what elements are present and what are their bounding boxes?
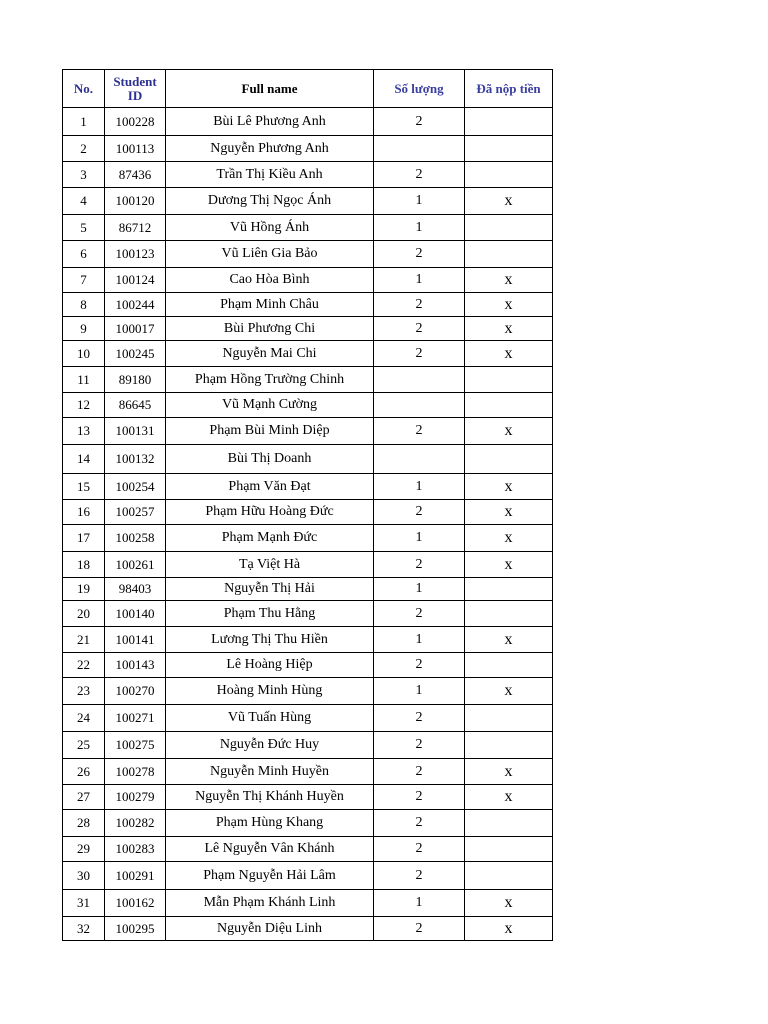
- cell-full-name: Trần Thị Kiều Anh: [166, 162, 374, 188]
- cell-student-id: 100143: [105, 653, 166, 678]
- cell-no: 3: [63, 162, 105, 188]
- cell-full-name: Nguyễn Thị Hải: [166, 578, 374, 601]
- cell-no: 1: [63, 108, 105, 136]
- cell-paid: x: [465, 500, 553, 525]
- table-header: [63, 70, 553, 108]
- cell-no: 29: [63, 837, 105, 862]
- cell-full-name: Bùi Phương Chi: [166, 317, 374, 341]
- cell-paid: x: [465, 552, 553, 578]
- cell-full-name: Phạm Bùi Minh Diệp: [166, 418, 374, 445]
- cell-no: 16: [63, 500, 105, 525]
- cell-full-name: Phạm Thu Hằng: [166, 601, 374, 627]
- cell-paid: x: [465, 188, 553, 215]
- header-student-id: Student ID: [105, 70, 166, 108]
- table-row: [63, 525, 553, 552]
- cell-student-id: 100162: [105, 890, 166, 917]
- table-row: [63, 917, 553, 941]
- cell-no: 17: [63, 525, 105, 552]
- cell-no: 21: [63, 627, 105, 653]
- cell-quantity: 1: [374, 215, 465, 241]
- cell-no: 6: [63, 241, 105, 268]
- cell-quantity: 1: [374, 627, 465, 653]
- cell-no: 20: [63, 601, 105, 627]
- cell-student-id: 100017: [105, 317, 166, 341]
- header-quantity: Số lượng: [374, 70, 465, 108]
- cell-quantity: 1: [374, 890, 465, 917]
- cell-student-id: 100228: [105, 108, 166, 136]
- cell-no: 27: [63, 785, 105, 810]
- cell-paid: [465, 653, 553, 678]
- cell-quantity: [374, 445, 465, 474]
- cell-quantity: 2: [374, 162, 465, 188]
- cell-paid: x: [465, 474, 553, 500]
- table-row: [63, 108, 553, 136]
- cell-paid: [465, 215, 553, 241]
- cell-paid: [465, 393, 553, 418]
- cell-quantity: 2: [374, 785, 465, 810]
- cell-quantity: 2: [374, 705, 465, 732]
- cell-quantity: 1: [374, 678, 465, 705]
- cell-student-id: 100124: [105, 268, 166, 293]
- table-row: [63, 578, 553, 601]
- cell-paid: [465, 578, 553, 601]
- cell-paid: x: [465, 627, 553, 653]
- cell-paid: [465, 136, 553, 162]
- table-row: [63, 188, 553, 215]
- table-row: [63, 837, 553, 862]
- cell-paid: x: [465, 268, 553, 293]
- cell-paid: x: [465, 759, 553, 785]
- cell-quantity: 2: [374, 862, 465, 890]
- table-row: [63, 418, 553, 445]
- student-roster-table: [62, 69, 553, 941]
- cell-student-id: 100275: [105, 732, 166, 759]
- cell-paid: x: [465, 293, 553, 317]
- table-row: [63, 862, 553, 890]
- cell-student-id: 89180: [105, 367, 166, 393]
- cell-quantity: 2: [374, 917, 465, 941]
- table-row: [63, 705, 553, 732]
- cell-full-name: Phạm Hùng Khang: [166, 810, 374, 837]
- table-row: [63, 678, 553, 705]
- cell-no: 14: [63, 445, 105, 474]
- table-row: [63, 890, 553, 917]
- cell-quantity: 2: [374, 837, 465, 862]
- cell-student-id: 100244: [105, 293, 166, 317]
- cell-quantity: 2: [374, 601, 465, 627]
- cell-student-id: 100270: [105, 678, 166, 705]
- cell-no: 10: [63, 341, 105, 367]
- cell-full-name: Phạm Nguyễn Hải Lâm: [166, 862, 374, 890]
- cell-full-name: Phạm Văn Đạt: [166, 474, 374, 500]
- cell-full-name: Vũ Mạnh Cường: [166, 393, 374, 418]
- cell-paid: x: [465, 678, 553, 705]
- cell-paid: x: [465, 525, 553, 552]
- cell-student-id: 87436: [105, 162, 166, 188]
- table-row: [63, 367, 553, 393]
- cell-paid: [465, 862, 553, 890]
- cell-student-id: 100257: [105, 500, 166, 525]
- cell-paid: x: [465, 890, 553, 917]
- cell-full-name: Dương Thị Ngọc Ánh: [166, 188, 374, 215]
- table-row: [63, 341, 553, 367]
- cell-no: 12: [63, 393, 105, 418]
- cell-no: 18: [63, 552, 105, 578]
- cell-no: 26: [63, 759, 105, 785]
- cell-paid: x: [465, 785, 553, 810]
- cell-quantity: 2: [374, 293, 465, 317]
- cell-paid: [465, 810, 553, 837]
- cell-full-name: Hoàng Minh Hùng: [166, 678, 374, 705]
- cell-quantity: 2: [374, 759, 465, 785]
- cell-quantity: [374, 367, 465, 393]
- cell-quantity: 2: [374, 500, 465, 525]
- cell-full-name: Lương Thị Thu Hiền: [166, 627, 374, 653]
- table-row: [63, 162, 553, 188]
- cell-full-name: Nguyễn Thị Khánh Huyền: [166, 785, 374, 810]
- cell-quantity: 1: [374, 578, 465, 601]
- cell-no: 11: [63, 367, 105, 393]
- cell-paid: [465, 162, 553, 188]
- cell-student-id: 100283: [105, 837, 166, 862]
- cell-no: 32: [63, 917, 105, 941]
- cell-no: 13: [63, 418, 105, 445]
- cell-no: 7: [63, 268, 105, 293]
- cell-student-id: 100291: [105, 862, 166, 890]
- cell-full-name: Bùi Lê Phương Anh: [166, 108, 374, 136]
- cell-quantity: 2: [374, 732, 465, 759]
- cell-no: 25: [63, 732, 105, 759]
- table-row: [63, 445, 553, 474]
- table-row: [63, 552, 553, 578]
- cell-full-name: Phạm Hồng Trường Chinh: [166, 367, 374, 393]
- table-row: [63, 601, 553, 627]
- cell-full-name: Phạm Minh Châu: [166, 293, 374, 317]
- cell-student-id: 100140: [105, 601, 166, 627]
- header-row: [63, 70, 553, 108]
- cell-full-name: Mẫn Phạm Khánh Linh: [166, 890, 374, 917]
- cell-paid: [465, 601, 553, 627]
- table-row: [63, 215, 553, 241]
- cell-paid: [465, 445, 553, 474]
- cell-student-id: 100258: [105, 525, 166, 552]
- cell-full-name: Phạm Hữu Hoàng Đức: [166, 500, 374, 525]
- cell-full-name: Lê Hoàng Hiệp: [166, 653, 374, 678]
- cell-full-name: Vũ Tuấn Hùng: [166, 705, 374, 732]
- cell-full-name: Nguyễn Minh Huyền: [166, 759, 374, 785]
- cell-student-id: 100254: [105, 474, 166, 500]
- cell-no: 19: [63, 578, 105, 601]
- cell-student-id: 100271: [105, 705, 166, 732]
- header-no: No.: [63, 70, 105, 108]
- cell-full-name: Bùi Thị Doanh: [166, 445, 374, 474]
- cell-full-name: Cao Hòa Bình: [166, 268, 374, 293]
- table-row: [63, 627, 553, 653]
- cell-student-id: 100278: [105, 759, 166, 785]
- cell-paid: [465, 837, 553, 862]
- table-row: [63, 653, 553, 678]
- cell-paid: x: [465, 341, 553, 367]
- cell-quantity: 2: [374, 810, 465, 837]
- cell-student-id: 86712: [105, 215, 166, 241]
- cell-no: 30: [63, 862, 105, 890]
- cell-no: 31: [63, 890, 105, 917]
- cell-paid: x: [465, 418, 553, 445]
- cell-student-id: 98403: [105, 578, 166, 601]
- cell-full-name: Nguyễn Phương Anh: [166, 136, 374, 162]
- cell-paid: [465, 732, 553, 759]
- cell-student-id: 100141: [105, 627, 166, 653]
- cell-quantity: 2: [374, 108, 465, 136]
- cell-student-id: 100131: [105, 418, 166, 445]
- table-row: [63, 732, 553, 759]
- table-row: [63, 317, 553, 341]
- table-row: [63, 474, 553, 500]
- cell-paid: x: [465, 317, 553, 341]
- cell-student-id: 86645: [105, 393, 166, 418]
- table-row: [63, 136, 553, 162]
- cell-student-id: 100245: [105, 341, 166, 367]
- cell-student-id: 100295: [105, 917, 166, 941]
- cell-quantity: 1: [374, 268, 465, 293]
- cell-quantity: 2: [374, 552, 465, 578]
- cell-quantity: 1: [374, 474, 465, 500]
- cell-paid: x: [465, 917, 553, 941]
- cell-full-name: Nguyễn Mai Chi: [166, 341, 374, 367]
- cell-full-name: Nguyễn Đức Huy: [166, 732, 374, 759]
- cell-student-id: 100279: [105, 785, 166, 810]
- cell-full-name: Phạm Mạnh Đức: [166, 525, 374, 552]
- table-row: [63, 759, 553, 785]
- cell-student-id: 100113: [105, 136, 166, 162]
- table-row: [63, 810, 553, 837]
- table-row: [63, 241, 553, 268]
- cell-no: 22: [63, 653, 105, 678]
- cell-student-id: 100123: [105, 241, 166, 268]
- cell-quantity: [374, 393, 465, 418]
- cell-full-name: Lê Nguyễn Vân Khánh: [166, 837, 374, 862]
- cell-student-id: 100261: [105, 552, 166, 578]
- cell-quantity: 2: [374, 317, 465, 341]
- table-row: [63, 500, 553, 525]
- table-row: [63, 785, 553, 810]
- cell-full-name: Nguyễn Diệu Linh: [166, 917, 374, 941]
- cell-no: 23: [63, 678, 105, 705]
- cell-no: 4: [63, 188, 105, 215]
- cell-full-name: Vũ Hồng Ánh: [166, 215, 374, 241]
- cell-paid: [465, 705, 553, 732]
- cell-no: 9: [63, 317, 105, 341]
- table-row: [63, 393, 553, 418]
- cell-no: 5: [63, 215, 105, 241]
- cell-quantity: [374, 136, 465, 162]
- cell-paid: [465, 367, 553, 393]
- cell-student-id: 100282: [105, 810, 166, 837]
- cell-no: 8: [63, 293, 105, 317]
- cell-paid: [465, 108, 553, 136]
- cell-no: 15: [63, 474, 105, 500]
- cell-no: 2: [63, 136, 105, 162]
- cell-student-id: 100132: [105, 445, 166, 474]
- cell-quantity: 1: [374, 188, 465, 215]
- cell-student-id: 100120: [105, 188, 166, 215]
- cell-quantity: 2: [374, 653, 465, 678]
- table-row: [63, 268, 553, 293]
- cell-quantity: 1: [374, 525, 465, 552]
- cell-full-name: Tạ Việt Hà: [166, 552, 374, 578]
- cell-paid: [465, 241, 553, 268]
- cell-quantity: 2: [374, 241, 465, 268]
- cell-full-name: Vũ Liên Gia Bảo: [166, 241, 374, 268]
- cell-quantity: 2: [374, 341, 465, 367]
- cell-quantity: 2: [374, 418, 465, 445]
- table-row: [63, 293, 553, 317]
- header-full-name: Full name: [166, 70, 374, 108]
- cell-no: 28: [63, 810, 105, 837]
- cell-no: 24: [63, 705, 105, 732]
- table-body: [63, 108, 553, 941]
- header-paid: Đã nộp tiền: [465, 70, 553, 108]
